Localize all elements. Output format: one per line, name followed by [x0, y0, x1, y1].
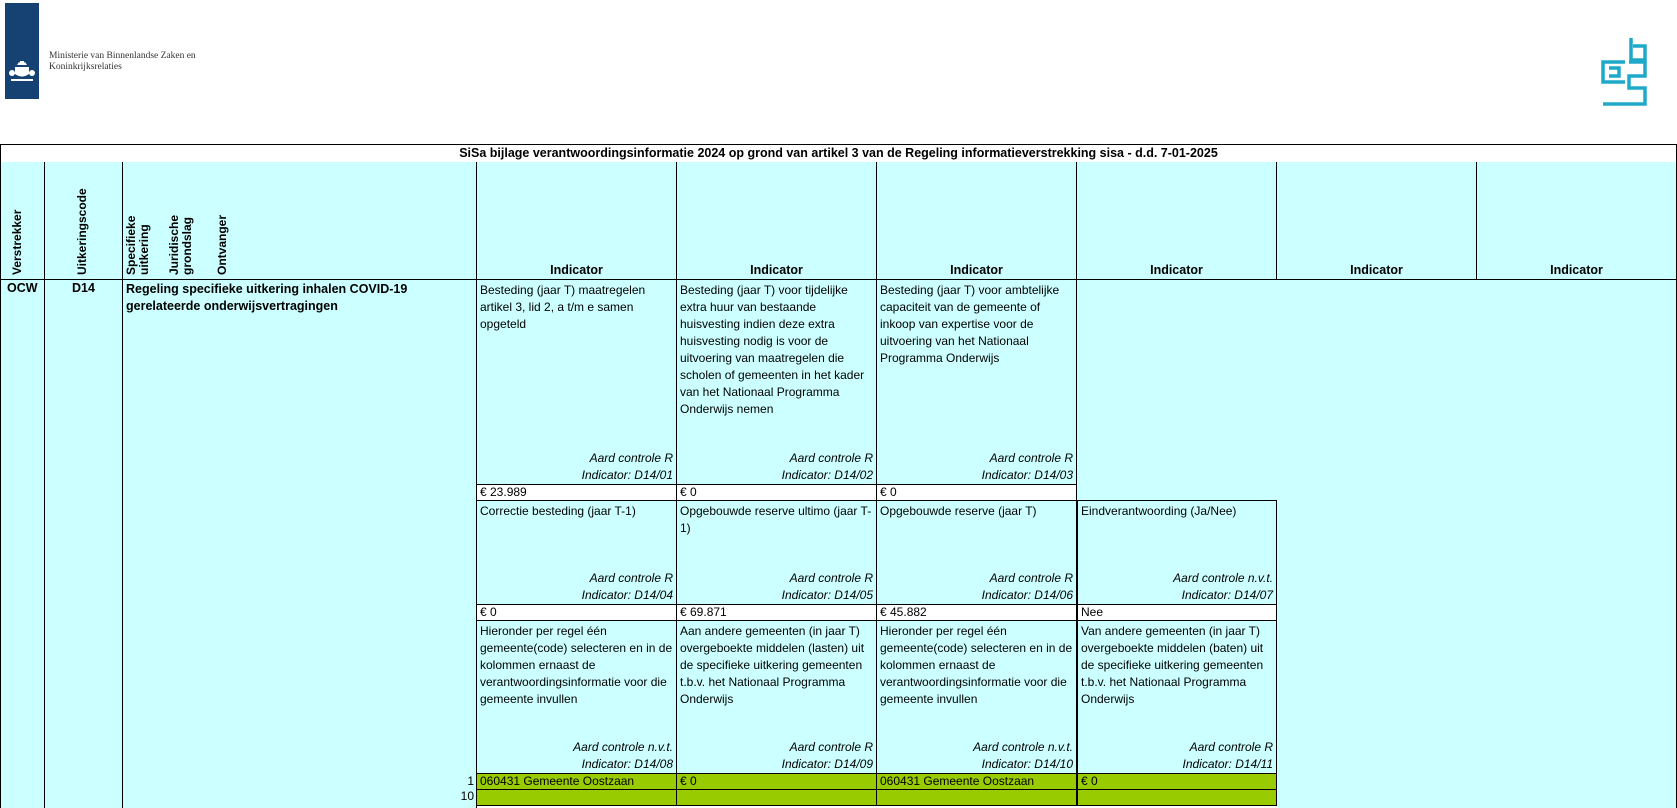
ministry-name [49, 51, 229, 73]
gemeente-select[interactable] [877, 790, 1077, 806]
indicator-id: Indicator: D14/04 [581, 588, 673, 602]
indicator-d14-10 [877, 621, 1077, 774]
indicator-id: Indicator: D14/07 [1181, 588, 1273, 602]
indicator-d14-05 [677, 501, 877, 605]
indicator-d14-03 [877, 280, 1077, 485]
indicator-value: € 0 [1081, 774, 1098, 788]
indicator-value: Nee [1081, 605, 1104, 619]
indicator-value: € 0 [680, 485, 697, 499]
indicator-id: Indicator: D14/08 [581, 757, 673, 771]
value-cell[interactable] [1077, 790, 1277, 806]
indicator-value: 060431 Gemeente Oostzaan [880, 774, 1035, 788]
value-cell[interactable] [1077, 604, 1277, 621]
indicator-header-3 [877, 162, 1077, 280]
indicator-description: Besteding (jaar T) maatregelen artikel 3, lid 2, a t/m e samen opgeteld [480, 283, 646, 331]
header-verstrekker [0, 162, 45, 280]
indicator-meta [1183, 739, 1274, 773]
indicator-value: € 0 [880, 485, 897, 499]
value-cell[interactable] [877, 484, 1077, 501]
indicator-d14-01 [477, 280, 677, 485]
indicator-meta [582, 450, 673, 484]
regeling-name: Regeling specifieke uitkering inhalen COVID-19 gerelateerde onderwijsvertragingen [126, 282, 408, 313]
indicator-d14-07 [1077, 500, 1277, 605]
indicator-header-5 [1277, 162, 1477, 280]
header-verstrekker-label: Verstrekker [10, 209, 24, 275]
indicator-meta [573, 739, 673, 773]
value-cell[interactable] [677, 484, 877, 501]
indicator-meta [982, 570, 1073, 604]
indicator-description: Hieronder per regel één gemeente(code) selecteren en in de kolommen ernaast de verantwoordingsinformatie voor die gemeente invullen [480, 624, 673, 706]
indicator-id: Indicator: D14/02 [781, 468, 873, 482]
indicator-meta [982, 450, 1073, 484]
ministry-name-line1: Ministerie van Binnenlandse Zaken en [49, 51, 196, 61]
indicator-id: Indicator: D14/01 [581, 468, 673, 482]
control-type: Aard controle R [789, 740, 873, 754]
header-specifieke-uitkering [123, 162, 477, 280]
indicator-d14-11 [1077, 621, 1277, 774]
indicator-description: Opgebouwde reserve (jaar T) [880, 504, 1037, 518]
cbs-logo-icon [1601, 36, 1647, 108]
indicator-d14-06 [877, 501, 1077, 605]
indicator-meta [782, 450, 873, 484]
header-juridische-1: Juridische [167, 214, 181, 275]
indicator-d14-04 [477, 501, 677, 605]
indicator-value: 060431 Gemeente Oostzaan [480, 774, 635, 788]
control-type: Aard controle R [589, 451, 673, 465]
ministry-emblem [5, 3, 39, 99]
indicator-description: Besteding (jaar T) voor tijdelijke extra huur van bestaande huisvesting indien deze extra huisvesting nodig is voor de uitvoering van maatregelen die scholen of gemeenten in het kader van het Nationaal Programma Onderwijs nemen [680, 283, 865, 416]
empty-area [1277, 280, 1677, 808]
indicator-header-label: Indicator [950, 263, 1003, 277]
indicator-description: Eindverantwoording (Ja/Nee) [1081, 504, 1237, 518]
indicator-value: € 69.871 [680, 605, 727, 619]
indicator-d14-09 [677, 621, 877, 774]
indicator-value: € 23.989 [480, 485, 527, 499]
control-type: Aard controle R [989, 571, 1073, 585]
indicator-header-label: Indicator [1350, 263, 1403, 277]
indicator-header-label: Indicator [550, 263, 603, 277]
gemeente-select[interactable] [477, 790, 677, 806]
gemeente-select[interactable] [477, 773, 677, 790]
indicator-value: € 0 [480, 605, 497, 619]
indicator-header-1 [477, 162, 677, 280]
indicator-id: Indicator: D14/11 [1182, 757, 1273, 771]
value-cell[interactable] [677, 773, 877, 790]
indicator-id: Indicator: D14/06 [981, 588, 1073, 602]
coat-of-arms-icon [5, 3, 39, 99]
header-juridische-2: grondslag [180, 216, 194, 275]
indicator-meta [1173, 570, 1273, 604]
cell-verstrekker [0, 280, 45, 808]
indicator-id: Indicator: D14/10 [981, 757, 1073, 771]
value-cell[interactable] [477, 484, 677, 501]
header-ontvanger: Ontvanger [215, 214, 229, 275]
row-number: 10 [460, 789, 474, 803]
header-specifieke-2: uitkering [137, 224, 151, 275]
indicator-id: Indicator: D14/03 [981, 468, 1073, 482]
cell-uitkeringscode [45, 280, 123, 808]
indicator-description: Besteding (jaar T) voor ambtelijke capaciteit van de gemeente of inkoop van expertise voor de uitvoering van het Nationaal Programma Onderwijs [880, 283, 1060, 365]
header-uitkeringscode-label: Uitkeringscode [75, 188, 89, 275]
indicator-description: Hieronder per regel één gemeente(code) selecteren en in de kolommen ernaast de verantwoordingsinformatie voor die gemeente invullen [880, 624, 1073, 706]
header-specifieke-1: Specifieke [124, 215, 138, 275]
indicator-description: Opgebouwde reserve ultimo (jaar T-1) [680, 504, 872, 535]
cell-regeling-name [123, 280, 477, 808]
indicator-description: Aan andere gemeenten (in jaar T) overgeboekte middelen (lasten) uit de specifieke uitkering gemeenten t.b.v. het Nationaal Programma Onderwijs [680, 624, 865, 706]
indicator-meta [782, 739, 873, 773]
empty-area [1077, 280, 1277, 501]
indicator-d14-08 [477, 621, 677, 774]
header-uitkeringscode [45, 162, 123, 280]
value-cell[interactable] [1077, 773, 1277, 790]
indicator-meta [973, 739, 1073, 773]
indicator-description: Van andere gemeenten (in jaar T) overgeboekte middelen (baten) uit de specifieke uitkering gemeenten t.b.v. het Nationaal Programma Onderwijs [1081, 624, 1264, 706]
indicator-header-label: Indicator [750, 263, 803, 277]
control-type: Aard controle n.v.t. [1173, 571, 1273, 585]
indicator-id: Indicator: D14/05 [781, 588, 873, 602]
indicator-value: € 45.882 [880, 605, 927, 619]
indicator-header-6 [1477, 162, 1677, 280]
indicator-meta [582, 570, 673, 604]
control-type: Aard controle n.v.t. [573, 740, 673, 754]
table-title: SiSa bijlage verantwoordingsinformatie 2024 op grond van artikel 3 van de Regeling informatieverstrekking sisa - d.d. 7-01-2025 [0, 144, 1677, 163]
indicator-header-4 [1077, 162, 1277, 280]
control-type: Aard controle R [1189, 740, 1273, 754]
row-number: 1 [467, 774, 474, 788]
control-type: Aard controle R [789, 571, 873, 585]
value-cell[interactable] [677, 604, 877, 621]
control-type: Aard controle n.v.t. [973, 740, 1073, 754]
gemeente-select[interactable] [877, 773, 1077, 790]
control-type: Aard controle R [989, 451, 1073, 465]
indicator-id: Indicator: D14/09 [781, 757, 873, 771]
ministry-name-line2: Koninkrijksrelaties [49, 62, 122, 72]
uitkeringscode-value: D14 [72, 281, 95, 295]
value-cell[interactable] [477, 604, 677, 621]
indicator-description: Correctie besteding (jaar T-1) [480, 504, 636, 518]
indicator-header-label: Indicator [1550, 263, 1603, 277]
indicator-header-2 [677, 162, 877, 280]
control-type: Aard controle R [789, 451, 873, 465]
indicator-meta [782, 570, 873, 604]
indicator-d14-02 [677, 280, 877, 485]
control-type: Aard controle R [589, 571, 673, 585]
value-cell[interactable] [677, 790, 877, 806]
ministry-logo [5, 3, 229, 99]
value-cell[interactable] [877, 604, 1077, 621]
indicator-value: € 0 [680, 774, 697, 788]
indicator-header-label: Indicator [1150, 263, 1203, 277]
verstrekker-value: OCW [7, 281, 38, 295]
